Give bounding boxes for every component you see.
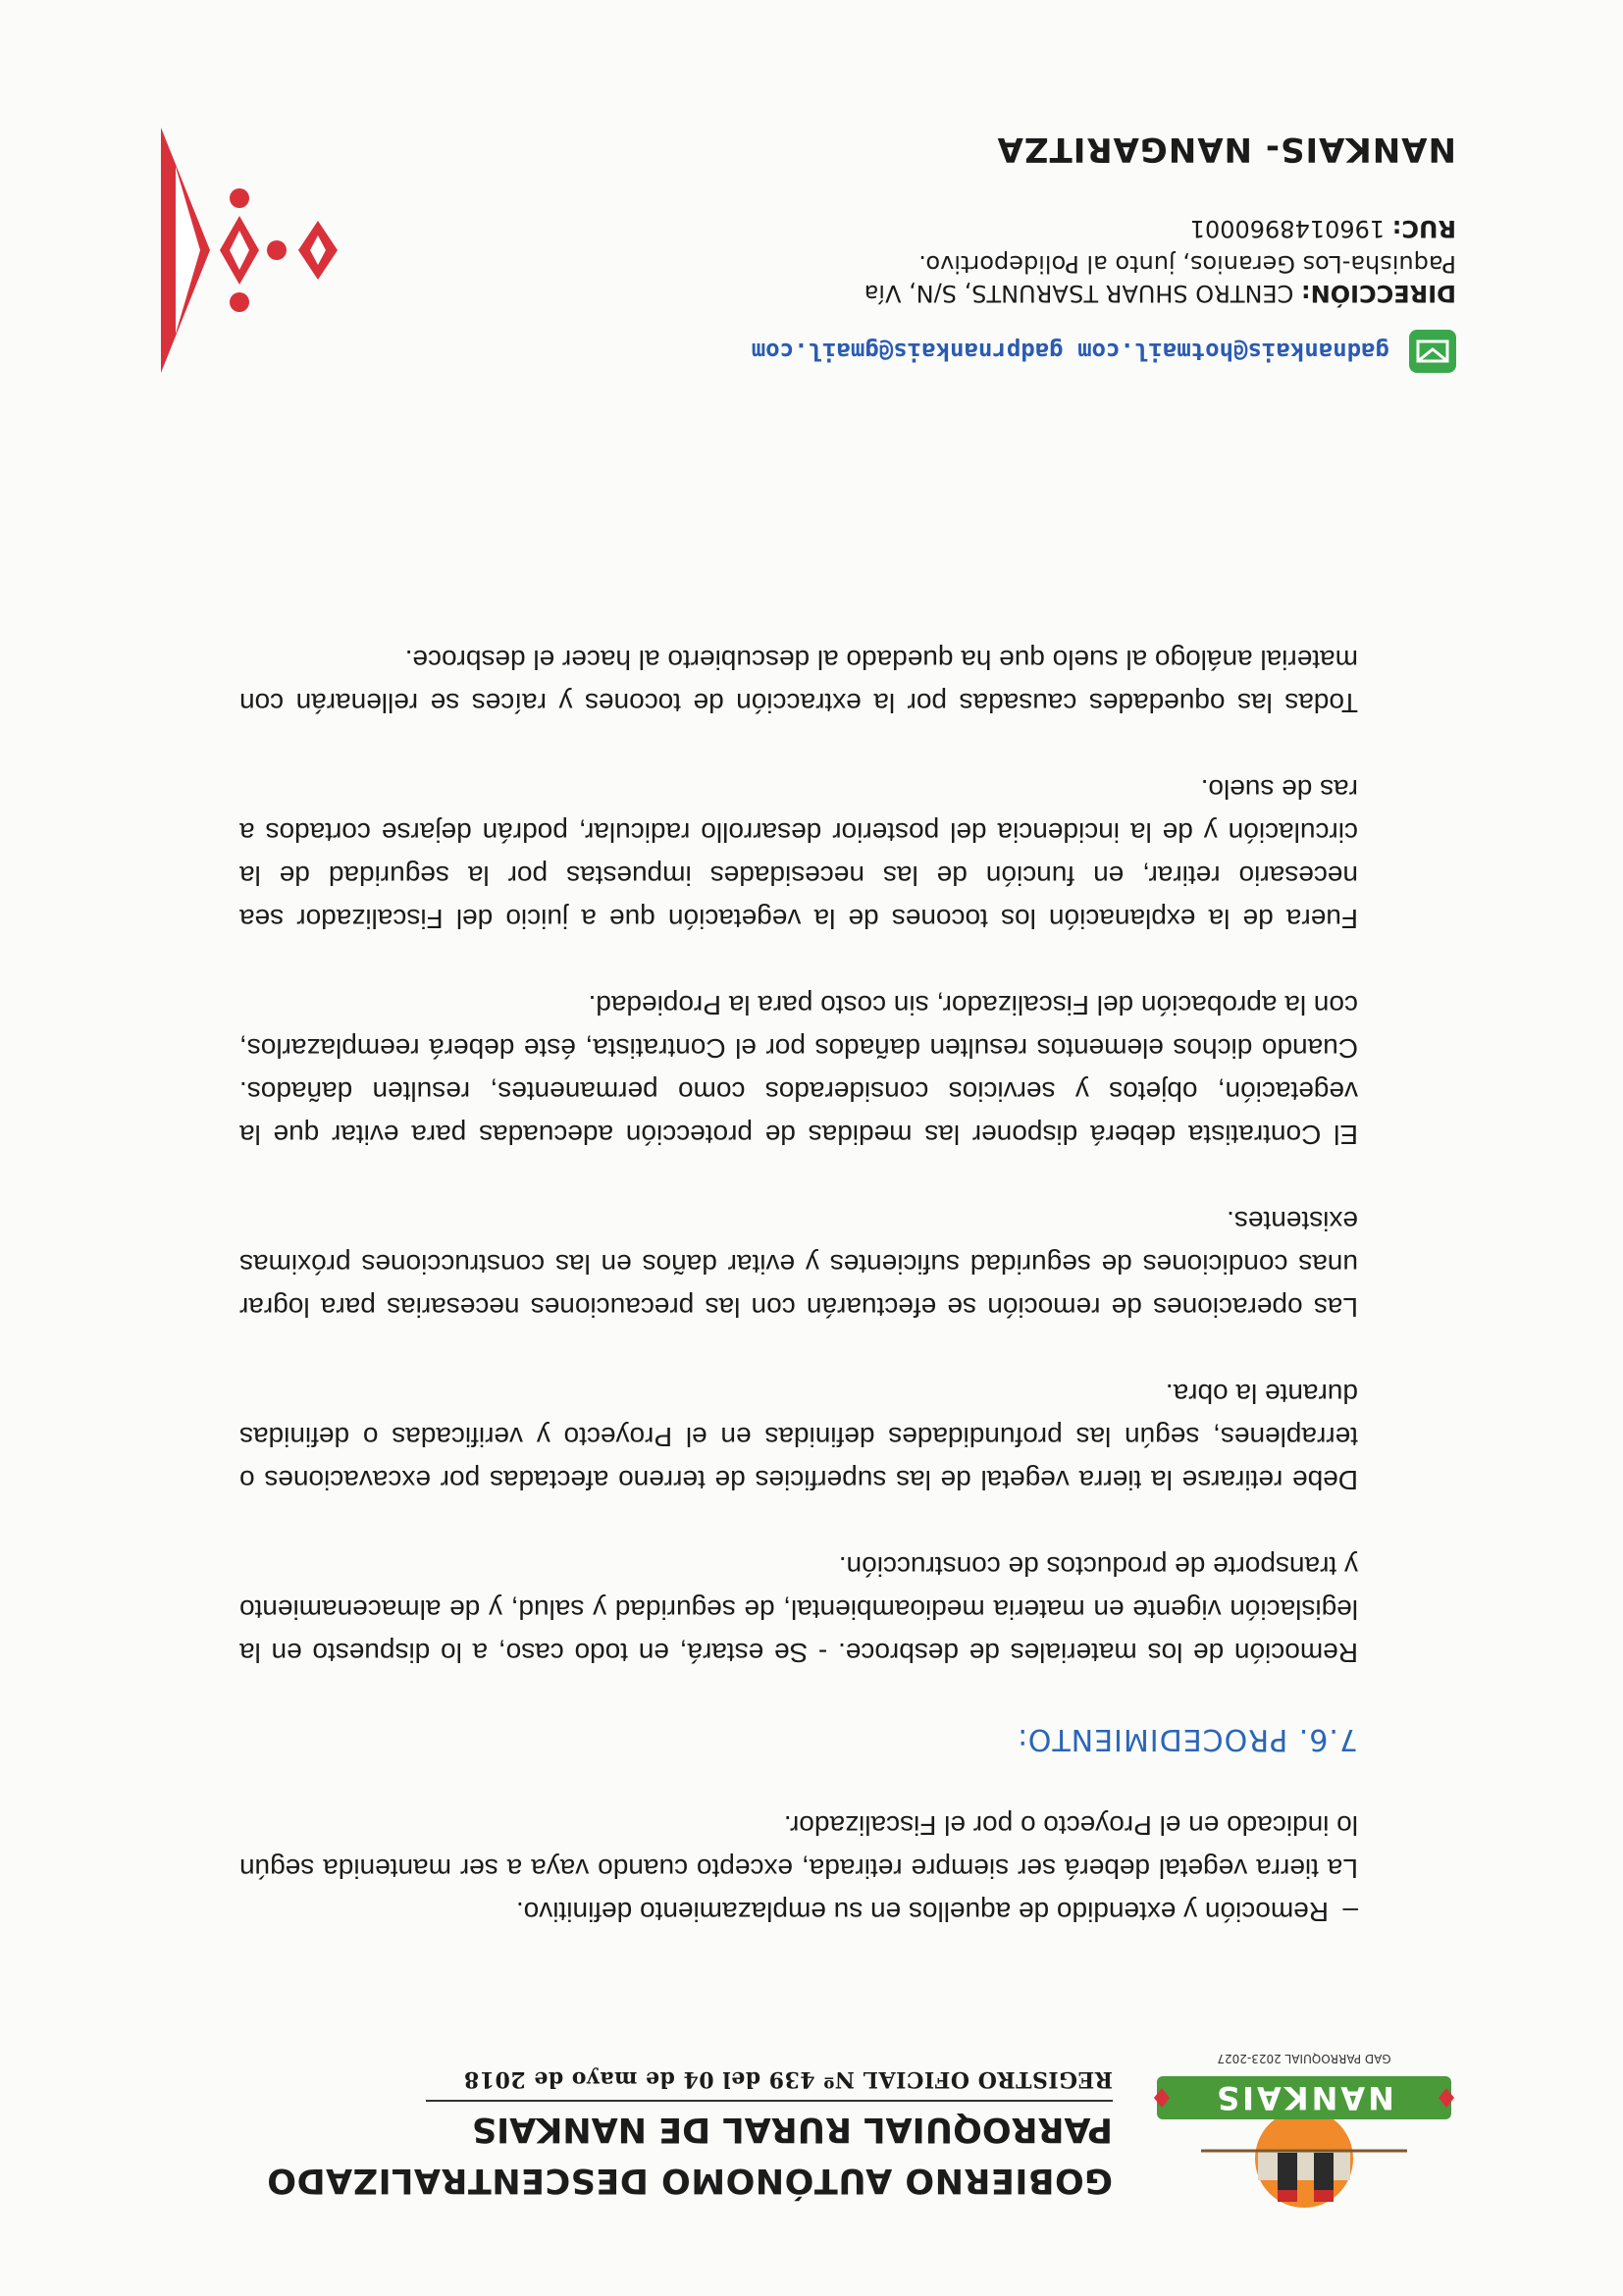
institution-name: GOBIERNO AUTÓNOMO DESCENTRALIZADO: [266, 2161, 1113, 2200]
ruc-line: [750, 214, 1456, 243]
address-line: [750, 249, 1456, 308]
letterhead-footer: [161, 128, 1456, 373]
contact-emails: gadnankais@hotmail.com gadprnankais@gmail.com: [751, 338, 1389, 365]
address-label: DIRECCIÓN:: [1301, 280, 1456, 307]
letterhead: [161, 2013, 1466, 2210]
institution-parish: PARROQUIAL RURAL DE NANKAIS: [426, 2100, 1113, 2149]
email-row: [752, 330, 1456, 373]
nankais-logo: [1142, 2013, 1466, 2210]
paragraph: La tierra vegetal deberá ser siempre retirada, excepto cuando vaya a ser mantenida según lo indicado en el Proyecto o por el Fiscalizador.: [239, 1810, 1358, 1884]
section-heading: 7.6. PROCEDIMIENTO:: [1017, 1722, 1358, 1756]
institution-title-block: [266, 2066, 1113, 2200]
address-text: CENTRO SHUAR TSARUNTS, S/N, Vía Paquisha-Los Geranios, junto al Polideportivo.: [864, 250, 1456, 307]
logo-subtitle: GAD PARROQUIAL 2023-2027: [1217, 2052, 1391, 2065]
mail-icon: [1409, 330, 1456, 373]
paragraph: Debe retirarse la tierra vegetal de las superficies de terreno afectadas por excavaciones o terraplenes, según las profundidades definidas en el Proyecto y verificadas o definidas durante la obra.: [239, 1379, 1358, 1495]
paragraph: Las operaciones de remoción se efectuarán con las precauciones necesarias para lograr unas condiciones de seguridad suficientes y evitar daños en las construcciones próximas existentes.: [239, 1206, 1358, 1323]
dash-bullet-icon: –: [1342, 1897, 1358, 1927]
ruc-value: 1960148960001: [1189, 215, 1386, 242]
paragraph: Todas las oquedades causadas por la extracción de tocones y raíces se rellenarán con material análogo al suelo que ha quedado al descubierto al hacer el desbroce.: [239, 645, 1358, 718]
ruc-label: RUC:: [1391, 215, 1456, 242]
paragraph: El Contratista deberá disponer las medidas de protección adecuadas para evitar que la vegetación, objetos y servicios considerados como permanentes, resulten dañados. Cuando dichos elementos resulten dañados por el Contratista, éste deberá reemplazarlos, con la aprobación del Fiscalizador, sin costo para la Propiedad.: [239, 990, 1358, 1150]
address-block: [750, 214, 1456, 308]
paragraph: Fuera de la explanación los tocones de la vegetación que a juicio del Fiscalizador sea necesario retirar, en función de las necesidades impuestas por la seguridad de la circulación y de la incidencia del posterior desarrollo radicular, podrán dejarse cortados a ras de suelo.: [239, 774, 1358, 934]
bullet-text: Remoción y extendido de aquellos en su emplazamiento definitivo.: [515, 1897, 1329, 1927]
diamond-ornament-icon: [161, 128, 357, 373]
document-body: [239, 595, 1358, 1933]
official-registry: REGISTRO OFICIAL Nº 439 del 04 de mayo de 2018: [463, 2066, 1113, 2092]
paragraph: Remoción de los materiales de desbroce. - Se estará, en todo caso, a lo dispuesto en la legislación vigente en materia medioambiental, de seguridad y salud, y de almacenamiento y transporte de productos de construcción.: [239, 1551, 1358, 1668]
logo-figures: [1258, 2151, 1350, 2180]
bullet-item: [239, 1890, 1358, 1933]
brand-line: NANKAIS- NANGARITZA: [996, 130, 1456, 169]
logo-name: NANKAIS: [1214, 2079, 1394, 2116]
